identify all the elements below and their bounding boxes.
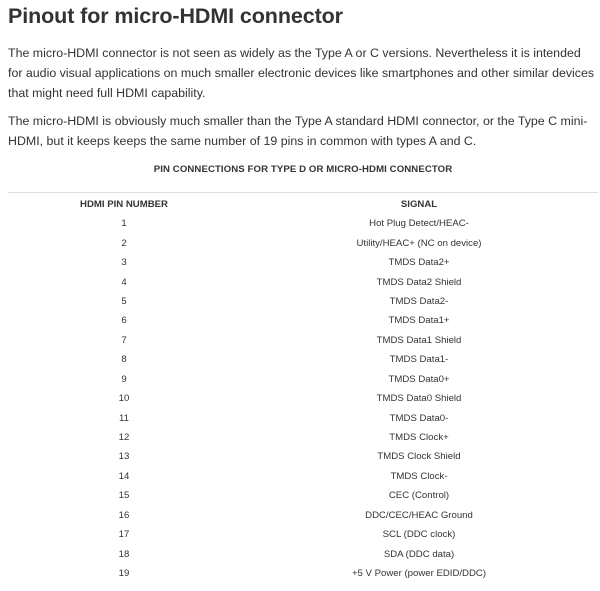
signal-cell: +5 V Power (power EDID/DDC) xyxy=(351,568,487,580)
table-row xyxy=(8,525,598,544)
table-row xyxy=(8,467,598,486)
table-row xyxy=(8,447,598,466)
size-paragraph: The micro-HDMI is obviously much smaller than the Type A standard HDMI connector, or the Type C mini-HDMI, but it keeps keeps the same number of 19 pins in common with types A and C. xyxy=(8,114,588,148)
table-row xyxy=(8,272,598,291)
pin-number-cell: 16 xyxy=(118,509,130,521)
pin-number-cell: 11 xyxy=(119,412,129,424)
pin-number-cell: 3 xyxy=(121,257,127,269)
pin-number-cell: 13 xyxy=(118,451,130,463)
table-row xyxy=(8,350,598,369)
signal-cell: TMDS Data1+ xyxy=(388,315,450,327)
signal-cell: CEC (Control) xyxy=(388,490,450,502)
pin-number-cell: 6 xyxy=(121,315,127,327)
table-row xyxy=(8,408,598,427)
table-divider xyxy=(8,192,598,193)
signal-cell: DDC/CEC/HEAC Ground xyxy=(365,509,473,521)
pin-number-cell: 12 xyxy=(118,432,130,444)
pin-table xyxy=(8,194,598,583)
table-row xyxy=(8,214,598,233)
pin-number-cell: 9 xyxy=(121,373,127,385)
signal-cell: TMDS Data0 Shield xyxy=(376,393,462,405)
table-row xyxy=(8,506,598,525)
signal-cell: SCL (DDC clock) xyxy=(382,529,456,541)
signal-cell: TMDS Data2+ xyxy=(388,257,450,269)
pin-number-cell: 17 xyxy=(118,529,130,541)
pin-number-cell: 8 xyxy=(121,354,127,366)
table-row xyxy=(8,311,598,330)
table-row xyxy=(8,486,598,505)
pin-table-body xyxy=(8,214,598,583)
table-row xyxy=(8,292,598,311)
pin-number-cell: 5 xyxy=(121,295,127,307)
table-row xyxy=(8,253,598,272)
header-signal: SIGNAL xyxy=(400,198,438,210)
signal-cell: Hot Plug Detect/HEAC- xyxy=(369,218,469,230)
table-header-row xyxy=(8,194,598,214)
pin-number-cell: 7 xyxy=(121,334,127,346)
table-row xyxy=(8,233,598,252)
signal-cell: TMDS Data2 Shield xyxy=(376,276,462,288)
signal-cell: TMDS Data1- xyxy=(389,354,449,366)
pin-number-cell: 18 xyxy=(118,548,130,560)
signal-cell: TMDS Clock- xyxy=(390,470,448,482)
table-row xyxy=(8,428,598,447)
header-pin-number: HDMI PIN NUMBER xyxy=(80,198,168,210)
table-row xyxy=(8,564,598,583)
pin-number-cell: 14 xyxy=(118,470,130,482)
table-caption: PIN CONNECTIONS FOR TYPE D OR MICRO-HDMI CONNECTOR xyxy=(153,164,453,175)
signal-cell: TMDS Clock Shield xyxy=(377,451,461,463)
signal-cell: TMDS Clock+ xyxy=(389,432,449,444)
pin-number-cell: 15 xyxy=(118,490,130,502)
pin-number-cell: 19 xyxy=(118,568,130,580)
signal-cell: Utility/HEAC+ (NC on device) xyxy=(356,237,482,249)
signal-cell: TMDS Data0- xyxy=(389,412,449,424)
intro-paragraph: The micro-HDMI connector is not seen as widely as the Type A or C versions. Nevertheless it is intended for audio visual applications on much smaller electronic devices like smartphones and other similar devices that might need full HDMI capability. xyxy=(8,46,595,100)
signal-cell: SDA (DDC data) xyxy=(383,548,455,560)
pin-number-cell: 4 xyxy=(121,276,127,288)
page-title: Pinout for micro-HDMI connector xyxy=(8,4,343,28)
table-row xyxy=(8,331,598,350)
signal-cell: TMDS Data0+ xyxy=(388,373,450,385)
signal-cell: TMDS Data1 Shield xyxy=(376,334,462,346)
table-row xyxy=(8,370,598,389)
table-row xyxy=(8,544,598,563)
signal-cell: TMDS Data2- xyxy=(389,295,449,307)
pin-number-cell: 2 xyxy=(121,237,127,249)
pin-number-cell: 1 xyxy=(121,218,127,230)
table-row xyxy=(8,389,598,408)
pin-number-cell: 10 xyxy=(118,393,130,405)
